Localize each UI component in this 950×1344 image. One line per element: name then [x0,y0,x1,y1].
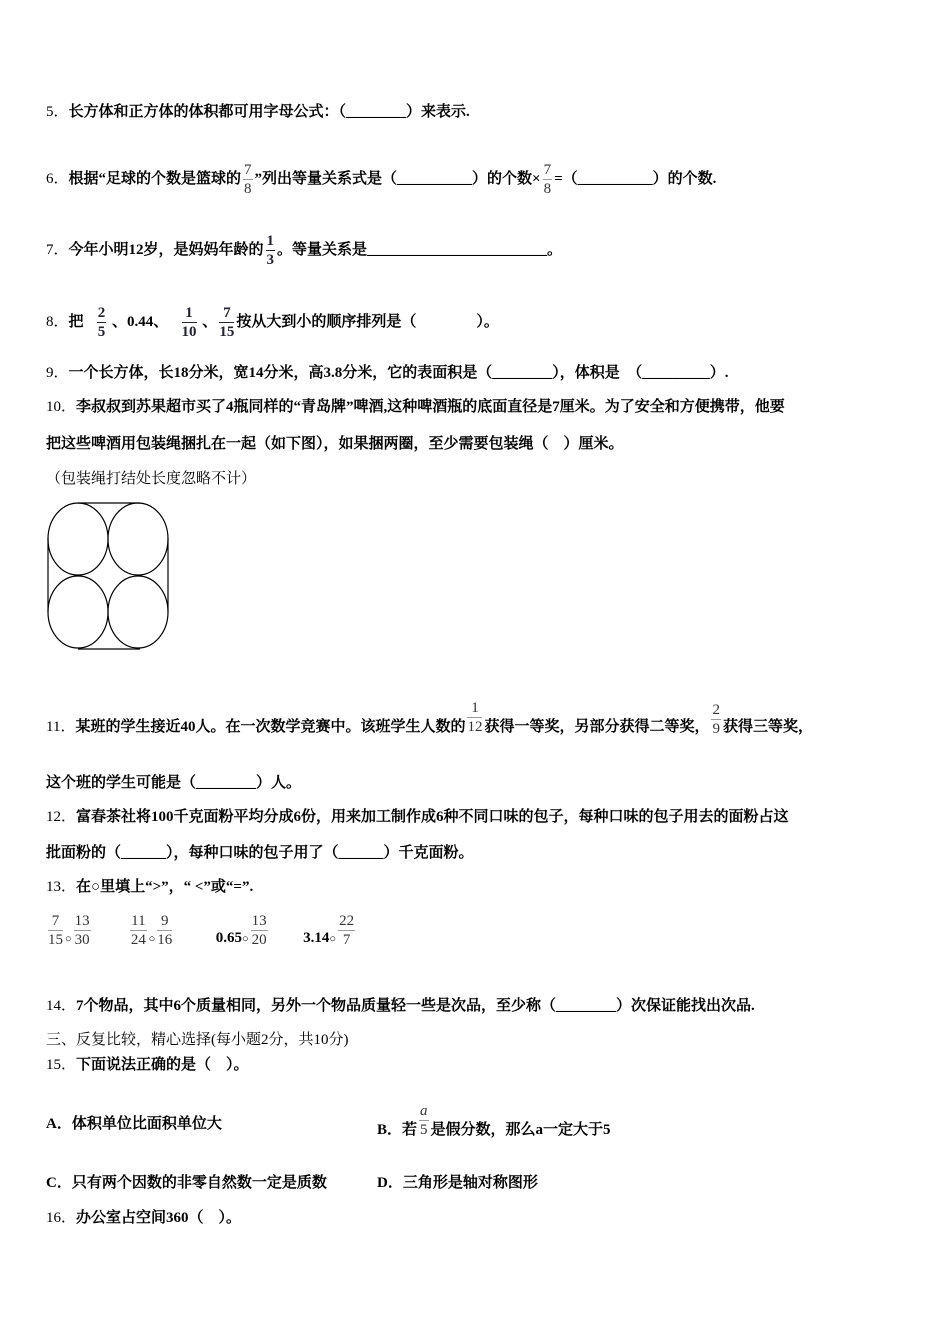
denominator: 9 [712,721,720,737]
q-text-line2: 把这些啤酒用包装绳捆扎在一起（如下图），如果捆两圈，至少需要包装绳（ ）厘米。 [46,436,624,452]
q-text: 长方体和正方体的体积都可用字母公式：（________）来表示. [68,104,470,120]
fraction [266,232,276,269]
q-number: 6． [46,170,69,187]
fraction [157,912,172,949]
question-9 [46,363,729,383]
q-text: 某班的学生接近40人。在一次数学竞赛中。该班学生人数的 [75,718,466,735]
numerator: 9 [157,912,172,931]
question-10 [46,397,785,417]
q-text: 根据“足球的个数是篮球的 [68,170,242,187]
q-text: 下面说法正确的是（ ）。 [76,1057,249,1073]
question-11 [46,700,813,746]
bottles-diagram [44,500,174,652]
question-15 [46,1055,249,1075]
decimal-value: 3.14 [303,929,330,946]
question-12 [46,807,789,827]
compare-circle[interactable]: ○ [329,932,337,945]
question-16 [46,1208,241,1228]
q-note: （包装绳打结处长度忽略不计） [46,471,257,487]
q-number: 13． [46,879,77,895]
fraction [419,1102,429,1139]
denominator: 15 [219,324,235,340]
numerator: 7 [219,304,234,323]
option-a[interactable]: A．体积单位比面积单位大 [46,1116,222,1132]
fraction [48,912,63,949]
numerator: 1 [182,304,197,323]
denominator: 12 [467,719,483,735]
numerator: 2 [97,305,106,321]
question-5 [46,102,470,122]
q-text: 李叔叔到苏果超市买了4瓶同样的“青岛牌”啤酒,这种啤酒瓶的底面直径是7厘米。为了安全和方便携带，他要 [76,399,785,415]
q-number: 5． [46,104,69,120]
numerator: 13 [251,913,267,929]
q-text: 今年小明12岁，是妈妈年龄的 [68,241,264,258]
option-b[interactable] [377,1102,611,1139]
q-text: =（__________）的个数. [554,170,717,187]
q-text: 按从大到小的顺序排列是（ ）。 [236,313,499,330]
q-number: 15． [46,1057,77,1073]
q-text: 。等量关系是________________________。 [277,241,563,258]
bottle-circle [108,576,168,648]
question-8 [46,304,499,341]
q-text-line2: 批面粉的（______），每种口味的包子用了（______）千克面粉。 [46,845,474,861]
question-7 [46,232,562,269]
compare-circle[interactable]: ○ [242,932,249,945]
numerator: 7 [244,162,252,178]
q-text: 获得一等奖，另部分获得二等奖， [484,718,710,735]
q-number: 12． [46,809,77,825]
numerator: 7 [48,912,63,931]
q-text: 在○里填上“>”，“ <”或“=”. [76,879,254,895]
denominator: 3 [266,252,275,268]
q-text: 把 [68,313,84,330]
numerator: 13 [74,913,90,929]
numerator: 2 [712,702,720,718]
denominator: 5 [420,1122,428,1138]
q-text: ”列出等量关系式是（__________）的个数× [254,170,541,187]
q-number: 16． [46,1210,77,1226]
fraction [711,701,721,738]
denominator: 8 [244,181,252,197]
fraction [97,304,107,341]
denominator: 10 [181,324,197,340]
numerator: 22 [339,913,355,929]
fraction [130,912,146,949]
compare-row [46,912,357,949]
bottle-circle [108,503,168,575]
q-number: 9． [46,365,69,381]
fraction [543,161,553,198]
q-number: 14． [46,998,77,1014]
numerator: 7 [543,162,552,178]
q-number: 8． [46,313,69,330]
question-14 [46,996,755,1016]
q-text: B．若 [377,1121,418,1138]
denominator: 16 [157,932,173,948]
q-text: 办公室占空间360（ ）。 [76,1210,242,1226]
denominator: 20 [251,932,267,948]
option-c[interactable]: C．只有两个因数的非零自然数一定是质数 [46,1175,327,1191]
q-number: 7． [46,241,69,258]
fraction [467,699,482,736]
q-number: 11． [46,718,76,735]
numerator: 11 [131,913,146,929]
q-text: 一个长方体，长18分米，宽14分米，高3.8分米，它的表面积是（________），体积是 （_________）. [68,365,729,381]
bottle-circle [48,503,108,575]
numerator: 1 [266,233,275,249]
decimal-value: 0.65 [215,929,243,946]
q-number: 10． [46,399,77,415]
numerator: a [420,1103,428,1119]
bottle-circle [48,576,108,648]
fraction [74,912,91,949]
denominator: 24 [130,932,146,948]
fraction [338,912,355,949]
question-6 [46,161,716,198]
compare-circle[interactable]: ○ [65,932,72,945]
q-text: 、0.44、 [112,313,169,330]
denominator: 5 [97,324,106,340]
fraction [182,304,197,341]
q-text: 获得三等奖， [722,718,813,735]
option-d[interactable]: D．三角形是轴对称图形 [377,1175,538,1191]
fraction [243,161,253,198]
denominator: 8 [543,181,552,197]
section-heading: 三、反复比较，精心选择(每小题2分，共10分) [46,1032,349,1048]
numerator: 1 [467,699,482,718]
q-text: 、 [202,313,218,330]
q-text-line2: 这个班的学生可能是（________）人。 [46,775,302,791]
denominator: 7 [342,932,351,948]
denominator: 15 [48,932,63,948]
q-text: 是假分数，那么a一定大于5 [430,1121,611,1138]
denominator: 30 [74,932,90,948]
question-13 [46,877,253,897]
compare-circle[interactable]: ○ [148,932,156,945]
fraction [219,304,234,341]
q-text: 富春茶社将100千克面粉平均分成6份，用来加工制作成6种不同口味的包子，每种口味的包子用去的面粉占这 [76,809,789,825]
q-text: 7个物品，其中6个质量相同，另外一个物品质量轻一些是次品，至少称（________）次保证能找出次品. [76,998,755,1014]
fraction [251,912,268,949]
